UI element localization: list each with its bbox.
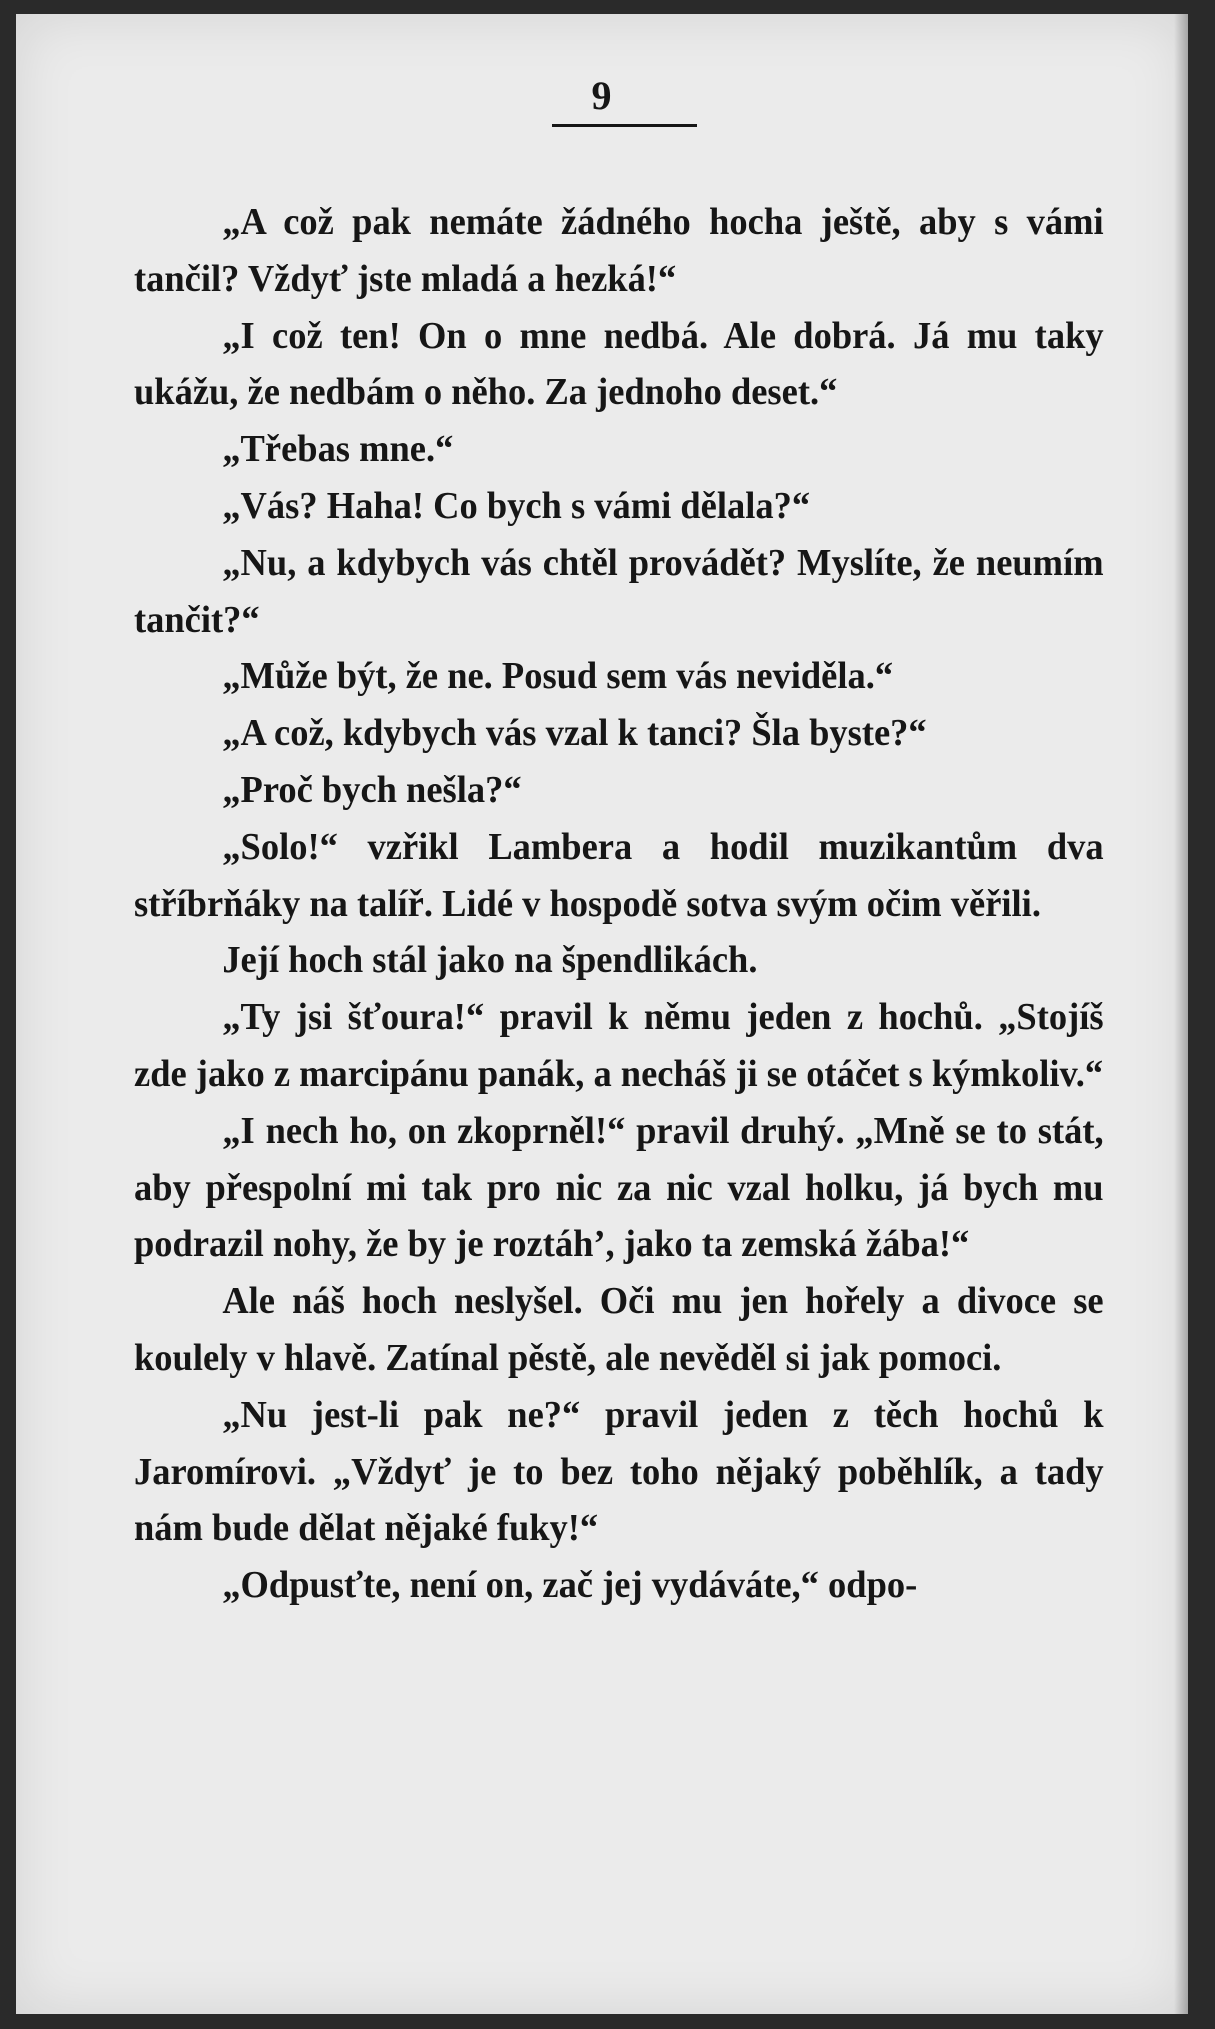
book-page (16, 14, 1188, 2014)
paragraph: Ale náš hoch neslyšel. Oči mu jen hořely a divoce se koulely v hlavě. Zatínal pěstě, ale nevěděl si jak pomoci. (134, 1280, 1104, 1379)
paragraph: „Odpusťte, není on, zač jej vydáváte,“ odpo- (222, 1564, 918, 1607)
paragraph: „Proč bych nešla?“ (222, 768, 522, 811)
paragraph: „Nu, a kdybych vás chtěl provádět? Myslíte, že neumím tančit?“ (134, 541, 1104, 641)
paragraph: „A což, kdybych vás vzal k tanci? Šla byste?“ (222, 712, 927, 755)
paragraph: „I což ten! On o mne nedbá. Ale dobrá. Já mu taky ukážu, že nedbám o něho. Za jednoho deset.“ (134, 314, 1104, 414)
page-number-rule (552, 124, 697, 127)
paragraph: „I nech ho, on zkoprněl!“ pravil druhý. „Mně se to stát, aby přespolní mi tak pro nic za nic vzal holku, já bych mu podrazil nohy, že by je roztáh’, jako ta zemská žába!“ (134, 1109, 1104, 1266)
paragraph: „A což pak nemáte žádného hocha ještě, aby s vámi tančil? Vždyť jste mladá a hezká!“ (134, 201, 1104, 300)
paragraph: „Ty jsi šťoura!“ pravil k němu jeden z hochů. „Stojíš zde jako z marcipánu panák, a necháš ji se otáčet s kýmkoliv.“ (134, 996, 1104, 1095)
body-text (134, 194, 1104, 1614)
paragraph: „Třebas mne.“ (222, 428, 454, 471)
paragraph: Její hoch stál jako na špendlikách. (222, 939, 758, 982)
paragraph: „Nu jest-li pak ne?“ pravil jeden z těch hochů k Jaromírovi. „Vždyť je to bez toho nějaký poběhlík, a tady nám bude dělat nějaké fuky!“ (134, 1393, 1104, 1550)
paragraph: „Solo!“ vzřikl Lambera a hodil muzikantům dva stříbrňáky na talíř. Lidé v hospodě sotva svým očim věřili. (134, 825, 1104, 925)
paragraph: „Vás? Haha! Co bych s vámi dělala?“ (222, 484, 811, 527)
paragraph: „Může být, že ne. Posud sem vás neviděla.“ (222, 655, 894, 698)
page-number: 9 (591, 73, 613, 118)
